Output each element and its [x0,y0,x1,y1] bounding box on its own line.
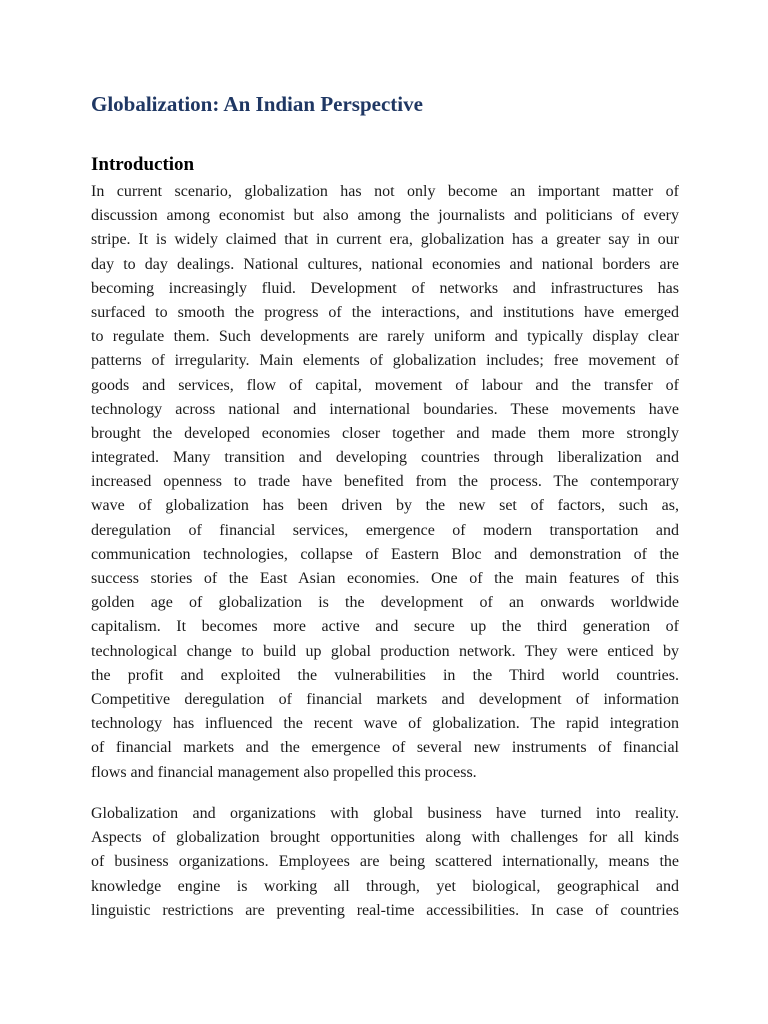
paragraph-line: of financial markets and the emergence of several new instruments of financial [91,739,679,757]
paragraph-line: technological change to build up global production network. They were enticed by [91,642,679,660]
paragraph-2 [91,802,679,923]
paragraph-line: to regulate them. Such developments are rarely uniform and typically display clear [91,328,679,346]
paragraph-line: success stories of the East Asian economies. One of the main features of this [91,570,679,587]
paragraph-line: deregulation of financial services, emergence of modern transportation and [91,521,679,539]
paragraph-line: brought the developed economies closer together and made them more strongly [91,424,679,442]
paragraph-line: the profit and exploited the vulnerabilities in the Third world countries. [91,666,679,684]
paragraph-line: technology has influenced the recent wave of globalization. The rapid integration [91,715,679,733]
paragraph-line: stripe. It is widely claimed that in current era, globalization has a greater say in our [91,231,679,249]
paragraph-line: day to day dealings. National cultures, national economies and national borders are [91,255,679,273]
paragraph-line: increased openness to trade have benefited from the process. The contemporary [91,473,679,491]
paragraph-line: wave of globalization has been driven by the new set of factors, such as, [91,497,679,515]
paragraph-line: golden age of globalization is the development of an onwards worldwide [91,594,679,612]
paragraph-line: surfaced to smooth the progress of the interactions, and institutions have emerged [91,303,679,321]
paragraph-line: patterns of irregularity. Main elements of globalization includes; free movement of [91,352,679,370]
paragraph-line: capitalism. It becomes more active and secure up the third generation of [91,618,679,636]
paragraph-line: flows and financial management also propelled this process. [91,763,477,781]
paragraph-line: linguistic restrictions are preventing real-time accessibilities. In case of countries [91,901,679,919]
paragraph-line: In current scenario, globalization has not only become an important matter of [91,183,679,200]
paragraph-line: Aspects of globalization brought opportunities along with challenges for all kinds [91,829,679,847]
paragraph-line: goods and services, flow of capital, movement of labour and the transfer of [91,376,679,394]
paragraph-line: integrated. Many transition and developing countries through liberalization and [91,449,679,467]
section-heading-introduction: Introduction [91,154,195,175]
paragraph-line: Competitive deregulation of financial markets and development of information [91,690,679,708]
paragraph-line: knowledge engine is working all through, yet biological, geographical and [91,877,679,895]
paragraph-line: technology across national and international boundaries. These movements have [91,400,679,418]
paragraph-line: discussion among economist but also among the journalists and politicians of every [91,207,679,225]
paragraph-line: of business organizations. Employees are being scattered internationally, means the [91,853,679,871]
paragraph-line: becoming increasingly fluid. Development of networks and infrastructures has [91,279,679,297]
paragraph-line: communication technologies, collapse of Eastern Bloc and demonstration of the [91,545,679,563]
document-title: Globalization: An Indian Perspective [91,92,423,116]
paragraph-line: Globalization and organizations with global business have turned into reality. [91,805,679,822]
paragraph-1 [91,180,679,785]
